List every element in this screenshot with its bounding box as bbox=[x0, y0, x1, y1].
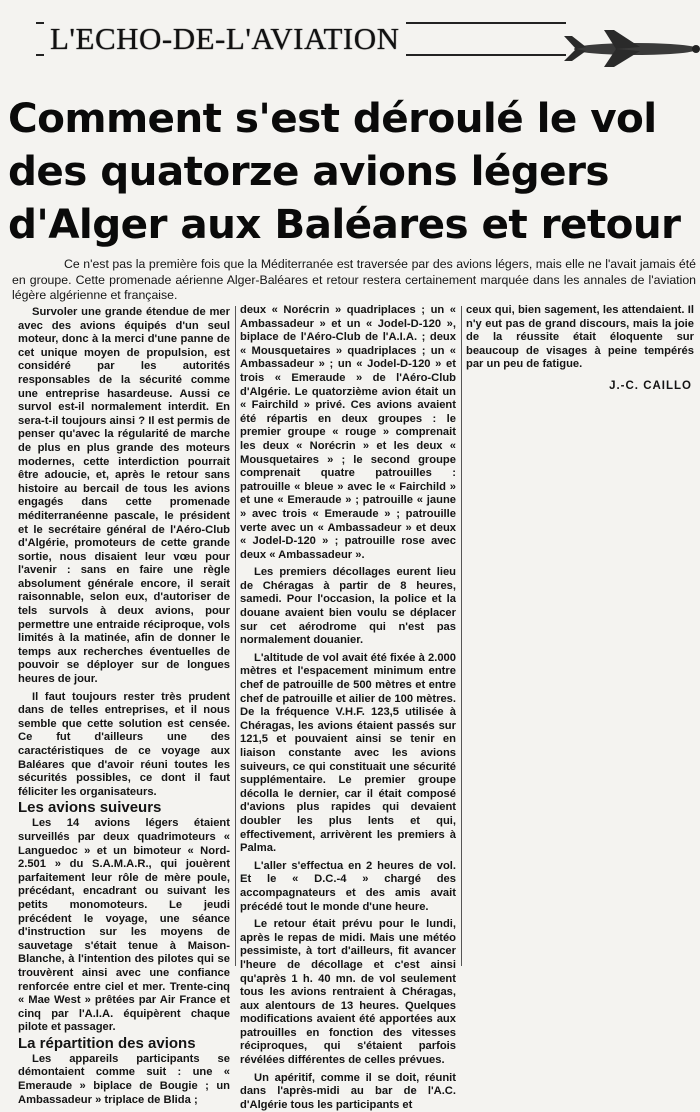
section-heading: La répartition des avions bbox=[18, 1034, 196, 1052]
paragraph: Les 14 avions légers étaient surveillés par deux quadrimoteurs « Languedoc » et un bimoteur « Nord-2.501 » du S.A.M.A.R., qui jouèrent parfaitement leur rôle de mère poule, précédant, encadrant ou suivant les petits monomoteurs. Le jeudi précédent le voyage, une séance d'instruction sur les moyens de sauvetage s'était tenue à Maison-Blanche, à l'intention des pilotes qui se trouvèrent ainsi avec une confiance renforcée entre ciel et mer. Trente-cinq « Mae West » prêtées par Air France et cinq par l'A.I.A. équipèrent chaque pilote et passager. bbox=[18, 817, 230, 1034]
column-2 bbox=[240, 304, 456, 1112]
column-divider bbox=[461, 306, 462, 966]
paragraph: ceux qui, bien sagement, les attendaient. Il n'y eut pas de grand discours, mais la joie de la réussite était éloquente sur beaucoup de visages à peine tempérés par un peu de fatigue. bbox=[466, 304, 694, 371]
paragraph: L'aller s'effectua en 2 heures de vol. Et le « D.C.-4 » chargé des accompagnateurs et des amis avait précédé tout le monde d'une heure. bbox=[240, 859, 456, 913]
author-signature: J.-C. CAILLO bbox=[609, 379, 692, 392]
paragraph: L'altitude de vol avait été fixée à 2.000 mètres et l'espacement minimum entre chef de patrouille de 500 mètres et entre chef de patrouille et ailier de 100 mètres. De la fréquence V.H.F. 123,5 utilisée à Chéragas, les avions étaient passés sur 121,5 et pouvaient ainsi se tenir en liaison constante avec les avions suiveurs, ce qui constituait une sécurité supplémentaire. Le premier groupe décolla le dernier, car il était composé d'avions plus rapides qui devaient doubler les plus lents et qui, effectivement, arrivèrent les premiers à Palma. bbox=[240, 651, 456, 855]
masthead-title: L'ECHO-DE-L'AVIATION bbox=[44, 21, 406, 57]
paragraph: Les premiers décollages eurent lieu de Chéragas à partir de 8 heures, samedi. Pour l'occasion, la police et la douane avaient bien voulu se déplacer sur cet aérodrome qui n'est pas normalement douanier. bbox=[240, 566, 456, 647]
paragraph: Un apéritif, comme il se doit, réunit dans l'après-midi au bar de l'A.C. d'Algérie tous les participants et bbox=[240, 1071, 456, 1111]
column-3 bbox=[466, 304, 694, 394]
article-lead: Ce n'est pas la première fois que la Méditerranée est traversée par des avions légers, mais elle ne l'avait jamais été en groupe. Cette promenade aérienne Alger-Baléares et retour restera certainement marquée dans les annales de l'aviation légère algérienne et française. bbox=[12, 257, 696, 302]
article-headline: Comment s'est déroulé le vol des quatorze avions légers d'Alger aux Baléares et retour bbox=[8, 94, 681, 248]
paragraph: Les appareils participants se démontaient comme suit : une « Emeraude » biplace de Bougie ; un Ambassadeur » triplace de Blida ; bbox=[18, 1052, 230, 1106]
paragraph: Le retour était prévu pour le lundi, après le repas de midi. Mais une météo pessimiste, à tort d'ailleurs, fit avancer l'heure de décollage et c'est ainsi qu'après 1 h. 40 mn. de vol seulement tous les avions rentraient à Chéragas, aux alentours de 13 heures. Quelques modifications avaient été apportées aux patrouilles en fonction des vitesses réciproques, qui s'étaient parfois révélées différentes de celles prévues. bbox=[240, 918, 456, 1067]
column-divider bbox=[235, 306, 236, 966]
column-1 bbox=[18, 306, 230, 1107]
masthead bbox=[36, 12, 636, 64]
airplane-icon bbox=[556, 28, 700, 68]
paragraph: Il faut toujours rester très prudent dans de telles entreprises, et il nous semble que cette solution est censée. Ce fut d'ailleurs une des caractéristiques de ce voyage aux Baléares que d'avoir réuni toutes les sécurités possibles, ce dont il faut féliciter les organisateurs. bbox=[18, 690, 230, 798]
section-heading: Les avions suiveurs bbox=[18, 799, 162, 817]
paragraph: deux « Norécrin » quadriplaces ; un « Ambassadeur » et un « Jodel-D-120 », biplace de l'Aéro-Club de l'A.I.A. ; deux « Mousquetaires » quadriplaces ; un « Ambassadeur » ; un « Jodel-D-120 » et trois « Emeraude » de l'Aéro-Club d'Algérie. Le quatorzième avion était un « Fairchild » privé. Ces avions avaient été répartis en deux groupes : le premier groupe « rouge » comprenait les deux « Norécrin » et les deux « Mousquetaires » ; le second groupe comprenait quatre patrouilles : patrouille « bleue » avec le « Fairchild » et une « Emeraude » ; patrouille « jaune » avec trois « Emeraude » ; patrouille verte avec un « Ambassadeur » et deux « Jodel-D-120 » ; patrouille rose avec deux « Ambassadeur ». bbox=[240, 304, 456, 561]
paragraph: Survoler une grande étendue de mer avec des avions équipés d'un seul moteur, donc à la merci d'une panne de cet unique moyen de propulsion, est considéré par les autorités responsables de la sécurité comme une entreprise hasardeuse. Aussi ce survol est-il normalement interdit. En sera-t-il toujours ainsi ? Il est permis de penser qu'avec la régularité de marche de plus en plus grande des moteurs modernes, cette interdiction pourrait être adoucie, et, après le retour sans histoire au bercail de tous les avions engagés dans cette promenade méditerranéenne pascale, le président et le secrétaire général de l'Aéro-Club d'Algérie, promoteurs de cette grande sortie, nous disaient leur vœu pour l'avenir : sans en faire une règle absolument générale encore, il serait raisonnable, selon eux, d'autoriser de tels survols à deux avions, pour permettre une entraide réciproque, vols limités à la matinée, afin de donner le temps aux recherches éventuelles de pouvoir se déployer sur de longues heures de jour. bbox=[18, 306, 230, 686]
